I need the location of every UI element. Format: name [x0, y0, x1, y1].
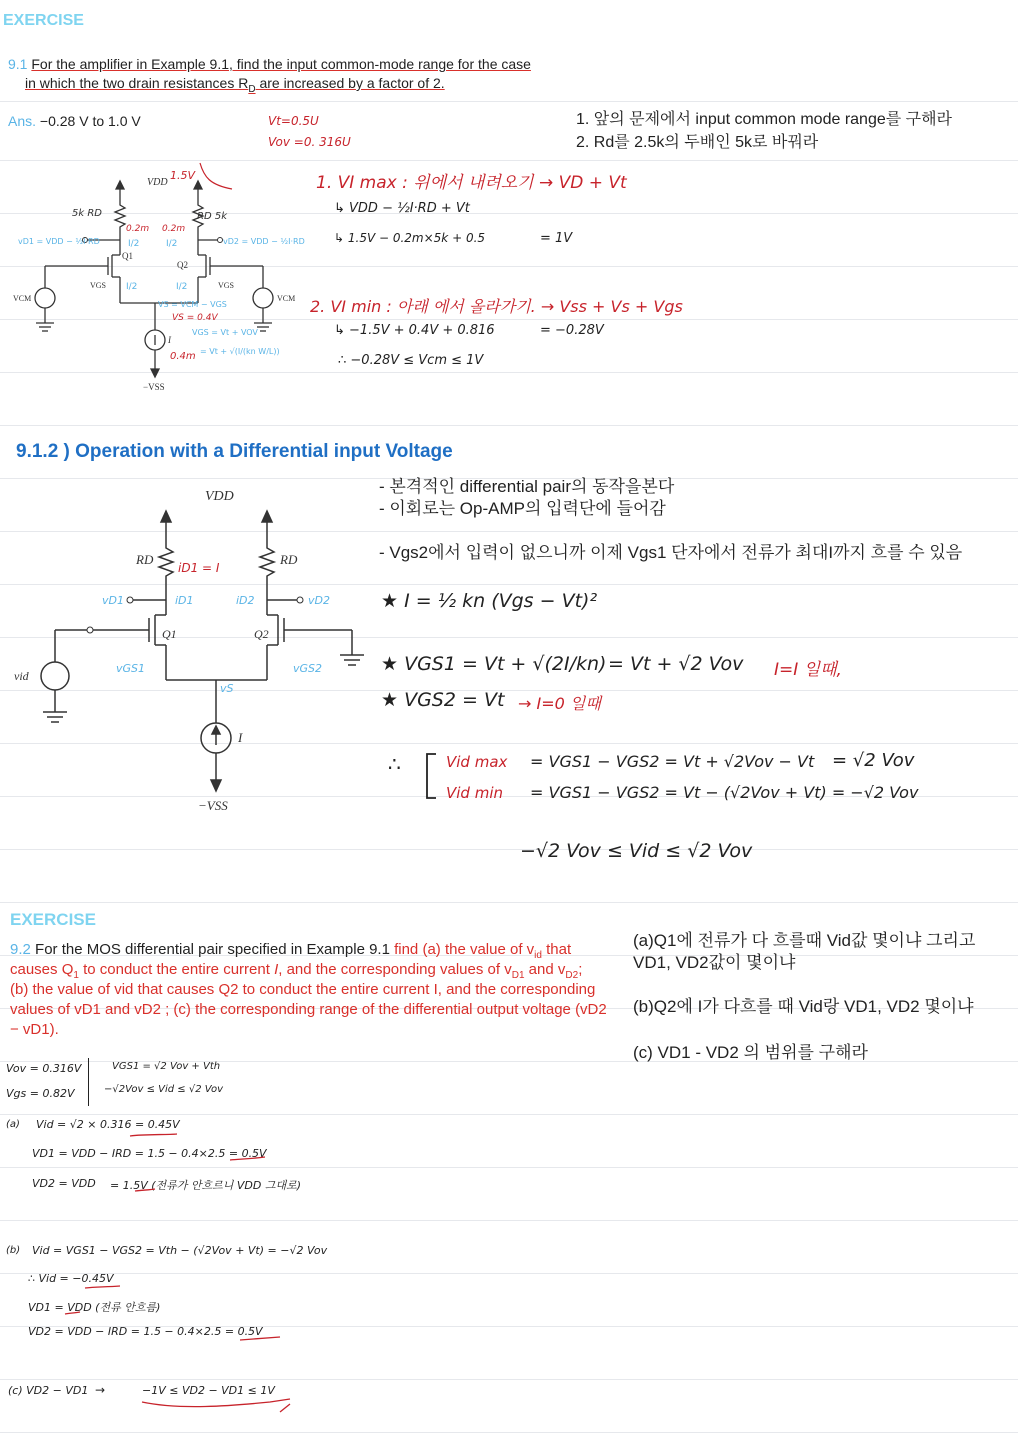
subscript: 1 — [73, 970, 79, 981]
hand-eq-vgs1-result: = Vt + √2 Vov — [608, 653, 744, 675]
rule-line — [0, 902, 1018, 903]
answer-value: −0.28 V to 1.0 V — [39, 113, 141, 129]
vgs-left-label: VGS — [90, 281, 107, 290]
problem-text: to conduct the entire current — [78, 961, 275, 978]
current-source-label: I — [168, 335, 171, 345]
vid-label: vid — [14, 669, 29, 683]
subscript: D2 — [565, 970, 579, 981]
rule-line — [0, 849, 1018, 850]
hand-vov: Vov = 0.316V — [6, 1062, 82, 1075]
problem-text: find (a) the value of v — [394, 941, 535, 958]
vdd-label: VDD — [147, 177, 168, 188]
exercise-9-2-line2 — [10, 961, 582, 981]
problem-text: I — [274, 961, 279, 978]
vdd-hand: 1.5V — [170, 169, 196, 182]
hand-vt: Vt=0.5U — [268, 114, 319, 128]
hand-vimin-eq1: ↳ −1.5V + 0.4V + 0.816 — [334, 323, 495, 338]
problem-text: , and the corresponding values of v — [278, 961, 512, 978]
rule-line — [0, 101, 1018, 102]
answer — [8, 113, 141, 129]
part-a-vid: Vid = √2 × 0.316 = 0.45V — [36, 1118, 180, 1131]
rule-line — [0, 425, 1018, 426]
part-b-vid: Vid = VGS1 − VGS2 = Vth − (√2Vov + Vt) = −√2 Vov — [32, 1244, 328, 1257]
hand-vimin: 2. VI min : 아래 에서 올라가기. → Vss + Vs + Vgs — [310, 297, 683, 316]
vgs-right-label: VGS — [218, 281, 235, 290]
note-line: - 이회로는 Op-AMP의 입력단에 들어감 — [379, 499, 666, 518]
exercise-9-2-line5: − vD1). — [10, 1021, 59, 1038]
vcm-left-label: VCM — [13, 294, 32, 303]
vid-min-label: Vid min — [446, 784, 504, 802]
problem-text: causes Q — [10, 961, 74, 978]
vd2-label: vD2 = VDD − ½I·RD — [223, 237, 305, 246]
subscript: D1 — [511, 970, 525, 981]
rule-line — [0, 1432, 1018, 1433]
arrow-right-icon: → — [95, 1383, 106, 1397]
therefore-icon: ∴ — [388, 752, 401, 776]
hand-vov: Vov =0. 316U — [268, 135, 351, 149]
q1-label: Q1 — [162, 627, 177, 641]
problem-text: For the MOS differential pair specified in Example 9.1 — [35, 941, 395, 958]
part-a-vd2: VD2 = VDD — [32, 1177, 96, 1190]
hand-vid-range: −√2Vov ≤ Vid ≤ √2 Vov — [104, 1084, 224, 1095]
hand-eq-vgs1: ★ VGS1 = Vt + √(2I/kn) — [381, 653, 607, 675]
problem-text: that — [541, 941, 572, 958]
rd-left-label: RD — [136, 552, 154, 567]
section-title: 9.1.2 ) Operation with a Differential input Voltage — [16, 441, 453, 462]
part-c-label: (c) VD2 − VD1 — [8, 1384, 89, 1397]
rd-right-label: RD — [280, 552, 298, 567]
hand-underlines — [30, 1280, 290, 1350]
vid-max-eq: = VGS1 − VGS2 = Vt + √2Vov − Vt — [530, 752, 815, 771]
vid-max-label: Vid max — [446, 753, 508, 771]
part-a-label: (a) — [6, 1119, 20, 1130]
vs-equation: VS = VCM − VGS — [158, 300, 227, 309]
divider — [88, 1058, 89, 1106]
exercise-9-1-line1 — [8, 56, 531, 72]
note-line: 2. Rd를 2.5k의 두배인 5k로 바꿔라 — [576, 134, 819, 151]
rule-line — [0, 1273, 1018, 1274]
note-line: (c) VD1 - VD2 의 범위를 구해라 — [633, 1043, 868, 1062]
note-line: - 본격적인 differential pair의 동작을본다 — [379, 477, 675, 496]
exercise-heading: EXERCISE — [3, 12, 84, 29]
half-current-right-source: I/2 — [176, 282, 188, 292]
hand-vgs: Vgs = 0.82V — [6, 1087, 75, 1100]
current-left-hand: 0.2m — [126, 224, 150, 234]
current-source-label: I — [238, 730, 243, 745]
part-b-label: (b) — [6, 1245, 21, 1256]
half-current-left-source: I/2 — [126, 282, 138, 292]
exercise-heading: EXERCISE — [10, 910, 96, 929]
exercise-9-2-line4: values of vD1 and vD2 ; (c) the corresponding range of the differential output voltage (vD2 — [10, 1001, 607, 1018]
problem-text: ; — [578, 961, 583, 978]
answer-label: Ans. — [8, 113, 37, 129]
bracket-icon — [424, 752, 438, 802]
subscript: D — [248, 83, 256, 95]
vs-label: vS — [220, 682, 234, 695]
vd1-label: vD1 = VDD − ½I·RD — [18, 237, 100, 246]
hand-underlines — [125, 1126, 285, 1196]
part-b-result: ∴ Vid = −0.45V — [28, 1272, 114, 1285]
problem-number: 9.2 — [10, 941, 31, 958]
hand-vimin-result: = −0.28V — [540, 323, 604, 338]
current-right-hand: 0.2m — [162, 224, 186, 234]
exercise-9-2-line3: (b) the value of vid that causes Q2 to conduct the entire current I, and the corresponding — [10, 981, 596, 998]
differential-pair-circuit — [0, 480, 375, 825]
hand-underlines — [140, 1396, 300, 1416]
vgs-equation-2: = Vt + √(I/(kn W/L)) — [200, 347, 280, 356]
hand-eq-vgs2: ★ VGS2 = Vt — [381, 689, 505, 711]
vss-label: −VSS — [198, 798, 228, 813]
q2-label: Q2 — [254, 627, 269, 641]
vs-hand: VS = 0.4V — [172, 313, 218, 323]
part-a-vd2-result: = 1.5V (전류가 안흐르니 VDD 그대로) — [110, 1179, 302, 1192]
id1-label: iD1 — [175, 594, 194, 607]
vgs2-label: vGS2 — [293, 662, 323, 675]
note-line: VD1, VD2값이 몇이냐 — [633, 953, 796, 972]
exercise-9-2-line1 — [10, 941, 571, 961]
vss-label: −VSS — [143, 382, 165, 392]
problem-text: are increased by a factor of 2. — [255, 75, 445, 91]
problem-text: and v — [524, 961, 566, 978]
common-mode-circuit — [0, 155, 310, 400]
part-b-vd1: VD1 = VDD (전류 안흐름) — [28, 1301, 161, 1314]
note-line: (b)Q2에 I가 다흐를 때 Vid랑 VD1, VD2 몇이냐 — [633, 997, 974, 1016]
vid-range: −√2 Vov ≤ Vid ≤ √2 Vov — [520, 840, 753, 862]
vgs1-label: vGS1 — [116, 662, 146, 675]
rd-right-label: RD 5k — [197, 211, 227, 222]
part-b-vd2: VD2 = VDD − IRD = 1.5 − 0.4×2.5 = 0.5V — [28, 1325, 263, 1338]
problem-text: For the amplifier in Example 9.1, find the input common-mode range for the case — [31, 56, 531, 72]
part-a-vd1: VD1 = VDD − IRD = 1.5 − 0.4×2.5 = 0.5V — [32, 1147, 267, 1160]
rule-line — [0, 1379, 1018, 1380]
note-line: - Vgs2에서 입력이 없으니까 이제 Vgs1 단자에서 전류가 최대I까지 흐를 수 있음 — [379, 543, 963, 562]
half-current-left: I/2 — [128, 239, 140, 249]
hand-eq-vgs1-cond: I=I 일때, — [774, 660, 842, 680]
note-line: (a)Q1에 전류가 다 흐를때 Vid값 몇이냐 그리고 — [633, 931, 976, 950]
vid-min-eq: = VGS1 − VGS2 = Vt − (√2Vov + Vt) = −√2 Vov — [530, 783, 919, 802]
exercise-9-1-line2 — [25, 75, 445, 95]
problem-number: 9.1 — [8, 56, 28, 72]
hand-vimax-result: = 1V — [540, 231, 573, 246]
current-source-hand: 0.4m — [170, 351, 196, 362]
q2-label: Q2 — [177, 260, 188, 270]
half-current-right: I/2 — [166, 239, 178, 249]
vd2-label: vD2 — [308, 594, 330, 607]
vgs-equation: VGS = Vt + VOV — [192, 328, 258, 337]
rule-line — [0, 1114, 1018, 1115]
hand-vcm-range: ∴ −0.28V ≤ Vcm ≤ 1V — [338, 353, 484, 368]
subscript: id — [534, 950, 542, 961]
id2-label: iD2 — [236, 594, 255, 607]
hand-vgs1: VGS1 = √2 Vov + Vth — [112, 1061, 221, 1072]
hand-current: iD1 = I — [178, 561, 220, 575]
vid-max-result: = √2 Vov — [832, 750, 915, 771]
rd-left-label: 5k RD — [72, 208, 102, 219]
hand-eq-vgs2-cond: → I=0 일때 — [518, 694, 601, 713]
note-line: 1. 앞의 문제에서 input common mode range를 구해라 — [576, 111, 953, 128]
vcm-right-label: VCM — [277, 294, 296, 303]
q1-label: Q1 — [122, 251, 133, 261]
rule-line — [0, 1220, 1018, 1221]
vd1-label: vD1 — [102, 594, 124, 607]
problem-text: in which the two drain resistances R — [25, 75, 249, 91]
vdd-label: VDD — [205, 489, 234, 504]
part-c-range: −1V ≤ VD2 − VD1 ≤ 1V — [142, 1384, 275, 1397]
hand-eq-current: ★ I = ½ kn (Vgs − Vt)² — [381, 590, 598, 612]
hand-vimax: 1. VI max : 위에서 내려오기 → VD + Vt — [316, 173, 627, 193]
hand-vimax-eq2: ↳ 1.5V − 0.2m×5k + 0.5 — [334, 231, 486, 245]
hand-vimax-eq1: ↳ VDD − ½I·RD + Vt — [334, 201, 470, 216]
